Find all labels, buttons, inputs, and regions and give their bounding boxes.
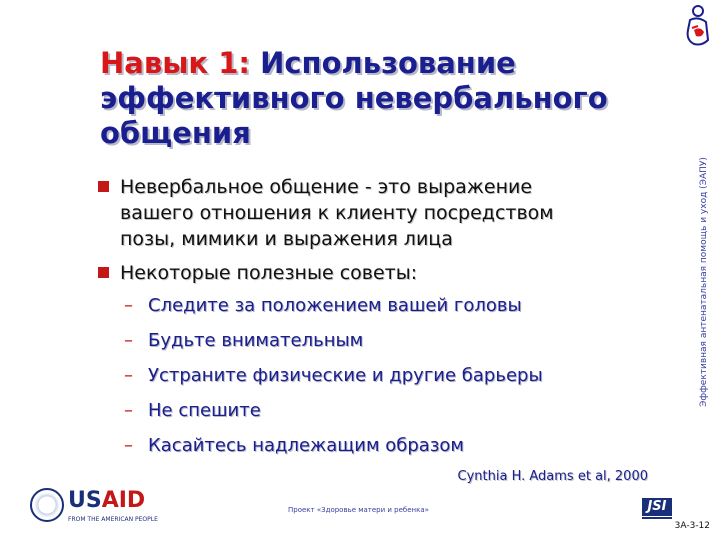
title-prefix: Навык 1:: [100, 46, 250, 80]
mother-child-logo-icon: [676, 4, 716, 50]
usaid-wordmark: USAID: [68, 488, 146, 513]
bullet-line: Невербальное общение - это выражение: [120, 176, 533, 198]
sub-bullet-text: Не спешите: [148, 400, 261, 421]
citation: Cynthia H. Adams et al, 2000: [457, 469, 648, 484]
bullet-line: вашего отношения к клиенту посредством: [120, 202, 554, 224]
dash-icon: –: [124, 330, 133, 351]
title-line3: общения: [100, 116, 251, 150]
title-line1: Использование: [260, 46, 516, 80]
dash-icon: –: [124, 365, 133, 386]
sub-bullet-text: Касайтесь надлежащим образом: [148, 435, 464, 456]
jsi-logo-underline: [642, 517, 672, 519]
square-bullet-icon: [98, 181, 109, 192]
sub-bullet-text: Устраните физические и другие барьеры: [148, 365, 543, 386]
slide-number: 3A-3-12: [674, 521, 710, 531]
sub-bullet-item: [124, 294, 676, 318]
title-line2: эффективного невербального: [100, 81, 608, 115]
bullet-item: [96, 174, 676, 252]
dash-icon: –: [124, 400, 133, 421]
square-bullet-icon: [98, 267, 109, 278]
bullet-line: Некоторые полезные советы:: [120, 262, 418, 284]
bullet-item: [96, 260, 676, 286]
sub-bullet-list: [124, 294, 676, 458]
slide-title: [100, 46, 670, 151]
sub-bullet-item: [124, 399, 676, 423]
sub-bullet-item: [124, 434, 676, 458]
usaid-seal-icon: [30, 488, 64, 522]
sub-bullet-item: [124, 329, 676, 353]
sub-bullet-text: Следите за положением вашей головы: [148, 295, 522, 316]
usaid-logo: [30, 488, 160, 528]
jsi-logo: JSI: [642, 498, 672, 516]
sub-bullet-item: [124, 364, 676, 388]
dash-icon: –: [124, 295, 133, 316]
sub-bullet-text: Будьте внимательным: [148, 330, 364, 351]
bullet-line: позы, мимики и выражения лица: [120, 228, 453, 250]
usaid-tagline: FROM THE AMERICAN PEOPLE: [68, 516, 158, 523]
side-caption: Эффективная антенатальная помощь и уход (ЭАПУ): [699, 157, 709, 407]
dash-icon: –: [124, 435, 133, 456]
bullet-list: [96, 174, 676, 469]
footer-project-name: Проект «Здоровье матери и ребенка»: [288, 506, 429, 514]
